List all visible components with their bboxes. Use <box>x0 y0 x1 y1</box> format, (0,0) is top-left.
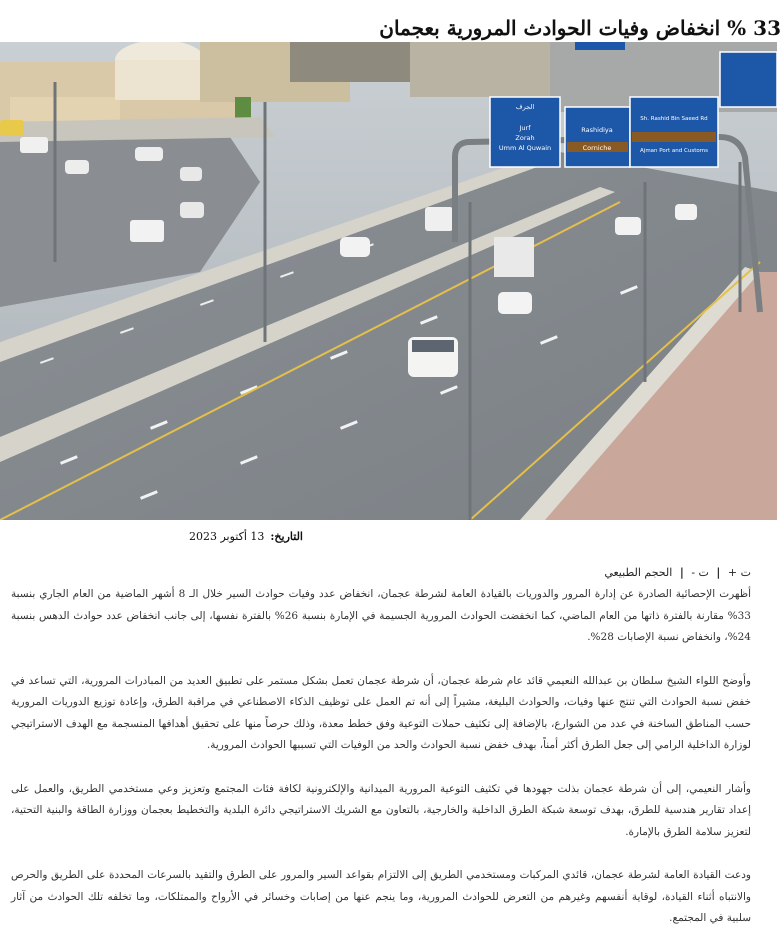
increase-font-button[interactable]: ت + <box>727 566 751 579</box>
sign-1-line-1: الجرف <box>515 103 535 111</box>
sign-3-line-2: Ajman Port and Customs <box>640 148 708 154</box>
sign-1-line-3: Zorah <box>515 134 535 142</box>
sign-1-line-4: Umm Al Quwain <box>498 144 552 152</box>
article-headline: 33 % انخفاض وفيات الحوادث المرورية بعجمان <box>379 16 781 41</box>
normal-font-button[interactable]: الحجم الطبيعي <box>604 566 673 579</box>
sign-3-line-1: Sh. Rashid Bin Saeed Rd <box>640 116 708 122</box>
article-photo <box>0 42 777 520</box>
decrease-font-button[interactable]: ت - <box>691 566 709 579</box>
article-paragraph: أظهرت الإحصائية الصادرة عن إدارة المرور والدوريات بالقيادة العامة لشرطة عجمان، انخفاض عدد وفيات حوادث السير خلال الـ 8 أشهر الماضية من العام الجاري بنسبة 33% مقارنة بالفترة ذاتها من العام الماضي، كما انخفضت الحوادث المرورية الجسيمة في الإمارة بنسبة 26% بالفترة نفسها، إلى جانب انخفاض عدد حوادث الدهس بنسبة 24%، وانخفاض نسبة الإصابات 28%. <box>11 588 751 643</box>
sign-1-line-2: Jurf <box>519 124 531 132</box>
highway-photo-illustration <box>0 42 777 520</box>
article-paragraph: ودعت القيادة العامة لشرطة عجمان، قائدي المركبات ومستخدمي الطريق إلى الالتزام بقواعد السير والمرور على الطرق والتقيد بالسرعات المحددة على الطريق والحرص والانتباه أثناء القيادة، لوقاية أنفسهم وغيرهم من التعرض للحوادث المرورية، وما ينجم عنها من إصابات وخسائر في الأرواح والممتلكات، وما تخلفه تلك الحوادث من آثار سلبية في المجتمع. <box>11 869 751 924</box>
separator: | <box>679 566 684 579</box>
date-value: 13 أكتوبر 2023 <box>188 530 265 543</box>
separator: | <box>716 566 721 579</box>
date-label: التاريخ: <box>270 530 303 543</box>
article-date <box>0 530 303 543</box>
article-paragraph: وأوضح اللواء الشيخ سلطان بن عبدالله النعيمي قائد عام شرطة عجمان، أن شرطة عجمان تعمل بشكل مستمر على تطبيق العديد من المبادرات المرورية، التي تساعد في خفض نسبة الحوادث التي تنتج عنها وفيات، والحوادث البليغة، مشيراً إلى أنه تم العمل على توظيف الذكاء الاصطناعي في مراقبة الطرق، وإعادة توزيع الدوريات المرورية حسب المناطق الساخنة في عدد من الشوارع، بالإضافة إلى تكثيف حملات التوعية وفق خطط معدة، وذلك حرصاً منها على تحقيق أهدافها المنسجمة مع الهدف الاستراتيجي لوزارة الداخلية الرامي إلى جعل الطرق أكثر أمناً، بهدف خفض نسبة الحوادث والحد من الوفيات التي تسببها الحوادث المرورية. <box>11 674 751 751</box>
font-size-controls <box>0 566 751 579</box>
sign-2-line-1: Rashidiya <box>581 126 613 134</box>
article-body <box>11 584 751 952</box>
sign-2-line-2: Corniche <box>582 144 612 152</box>
article-paragraph: وأشار النعيمي، إلى أن شرطة عجمان بذلت جهودها في تكثيف التوعية المرورية الميدانية والإلكترونية لكافة فئات المجتمع وتعزيز وعي مستخدمي الطريق، والعمل على إعداد تقارير هندسية للطرق، بهدف توسعة شبكة الطرق الداخلية والخارجية، بالتعاون مع الشريك الاستراتيجي دائرة البلدية والتخطيط بعجمان ووزارة الطاقة والبنية التحتية، لتعزيز سلامة الطرق بالإمارة. <box>11 782 751 838</box>
